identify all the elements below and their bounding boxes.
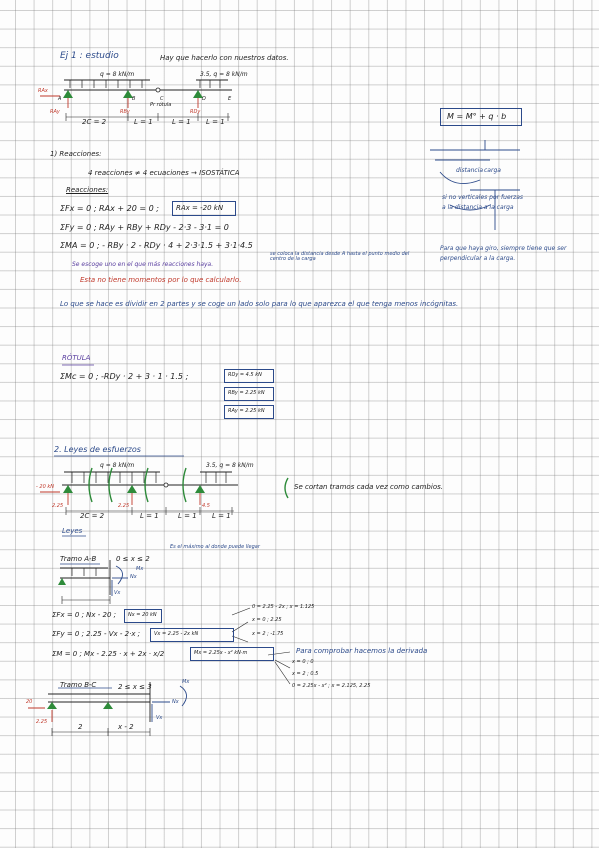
eq-fx-box [172,201,236,216]
blue-note: Lo que se hace es dividir en 2 partes y se coge un lado solo para lo que aparezca el que tenga menos incógnitas. [60,300,459,308]
sketch-distance: distancia [456,167,484,174]
formula-text: M = M° + q · b [447,112,507,121]
support-d-label: D [202,96,206,102]
rby-2: 2.25 [118,503,130,509]
eq-mc: ΣMc = 0 ; -RDy · 2 + 3 · 1 · 1.5 ; [60,372,189,381]
support-a-label: A [58,96,62,102]
span-2-1: 2C = 2 [80,512,105,520]
load-label: q = 8 kN/m [100,71,135,78]
sketch-note-2: a la distancia a la carga [442,204,514,211]
lbl-nx: Nx [130,574,137,580]
reactions-title: Reacciones: [66,186,109,194]
rby-label: RBy [120,109,130,115]
bc-lbl-vx: Vx [156,715,163,721]
eq2-fx-result: Nx = 20 kN [128,612,157,618]
result-1: RDy = 4.5 kN [228,372,262,378]
load-label-right: 3.5, q = 8 kN/m [200,71,248,78]
span-2-4: L = 1 [212,512,231,520]
side-4: x = 0 ; 0 [292,659,314,665]
span-2-3: L = 1 [178,512,197,520]
eq2-fx-box [124,609,162,623]
left-force-2: - 20 kN [36,484,54,490]
formula-box [440,108,522,126]
eq2-fx: ΣFx = 0 ; Nx - 20 ; [52,611,117,619]
heading-note: Hay que hacerlo con nuestros datos. [160,54,289,62]
bc-span-b: x - 2 [118,723,134,731]
eq-fx-result: RAx = -20 kN [176,204,224,212]
bc-force: 20 [26,699,33,705]
sketch-note-1: si no verticales por fuerzas [442,194,524,201]
ray-label: RAy [50,109,60,115]
reaction-count: 4 reacciones ≠ 4 ecuaciones → ISOSTÁTICA [88,169,240,177]
lbl-mx: Mx [136,566,144,572]
range-note: Es el máximo al donde puede llegar [170,544,260,550]
span-3: L = 1 [172,118,191,126]
support-c-label: C [160,96,164,102]
bc-span-a: 2 [78,723,83,731]
result-3: RAy = 2.25 kN [228,408,265,414]
eq-fx: ΣFx = 0 ; RAx + 20 = 0 ; [60,204,159,213]
side-note: Para comprobar hacemos la derivada [296,647,428,655]
section2-title: 2. Leyes de esfuerzos [54,445,141,454]
side-5: x = 2 ; 0.5 [292,671,319,677]
eq-fy: ΣFy = 0 ; RAy + RBy + RDy - 2·3 - 3·1 = 0 [60,223,229,232]
eq2-fy-box [150,628,234,642]
side-1: 0 = 2.25 - 2x ; x = 1.125 [252,604,315,610]
eq-ma-note: se coloca la distancia desde A hasta el punto medio del centro de la carga [270,251,410,262]
side-2: x = 0 ; 2.25 [252,617,282,623]
support-b-label: B [132,96,136,102]
span-1: 2C = 2 [82,118,107,126]
bc-lbl-nx: Nx [172,699,179,705]
tramo-ab: Tramo A-B [60,555,97,563]
result-1-box [224,369,274,383]
bc-lbl-mx: Mx [182,679,190,685]
rdy-label: RDy [190,109,201,115]
red-note: Esta no tiene momentos por lo que calcularlo. [80,276,242,284]
load-label-2: q = 8 kN/m [100,462,135,469]
eq-ma-hint: Se escoge uno en el que más reacciones haya. [72,261,214,268]
rotula-title: RÓTULA [62,354,91,362]
sketch-note-3: Para que haya giro, siempre tiene que ser perpendicular a la carga. [440,245,567,262]
range-ab: 0 ≤ x ≤ 2 [116,555,150,563]
bc-ray: 2.25 [36,719,48,725]
sketch-load: carga [484,167,501,174]
hinge-label: Pr rótula [150,102,172,108]
side-6: 0 = 2.25x - x² ; x = 2.125, 2.25 [292,683,371,689]
result-3-box [224,405,274,419]
eq-ma: ΣMA = 0 ; - RBy · 2 - RDy · 4 + 2·3·1.5 + 3·1·4.5 [60,241,253,250]
result-2: RBy = 2.25 kN [228,390,265,396]
note-change: Se cortan tramos cada vez como cambios. [294,483,443,491]
span-2: L = 1 [134,118,153,126]
ray-2: 2.25 [52,503,64,509]
rax-label: RAx [38,88,48,94]
range-bc: 2 ≤ x ≤ 3 [118,683,152,691]
leyes-title: Leyes [62,527,83,535]
tramo-bc: Tramo B-C [60,681,97,689]
side-3: x = 2 ; -1.75 [252,631,284,637]
result-2-box [224,387,274,401]
span-2-2: L = 1 [140,512,159,520]
span-4: L = 1 [206,118,225,126]
eq2-m: ΣM = 0 ; Mx - 2.25 · x + 2x · x/2 [52,650,165,658]
rdy-2: 4.5 [202,503,210,509]
support-e-label: E [228,96,232,102]
exercise-heading: Ej 1 : estudio [60,51,119,61]
eq2-m-result: Mx = 2.25x - x² kN·m [194,650,248,656]
load-label-right-2: 3.5, q = 8 kN/m [206,462,254,469]
lbl-vx: Vx [114,590,121,596]
eq2-fy: ΣFy = 0 ; 2.25 - Vx - 2·x ; [52,630,141,638]
eq2-m-box [190,647,274,661]
section1-title: 1) Reacciones: [50,150,102,158]
eq2-fy-result: Vx = 2.25 - 2x kN [154,631,199,637]
